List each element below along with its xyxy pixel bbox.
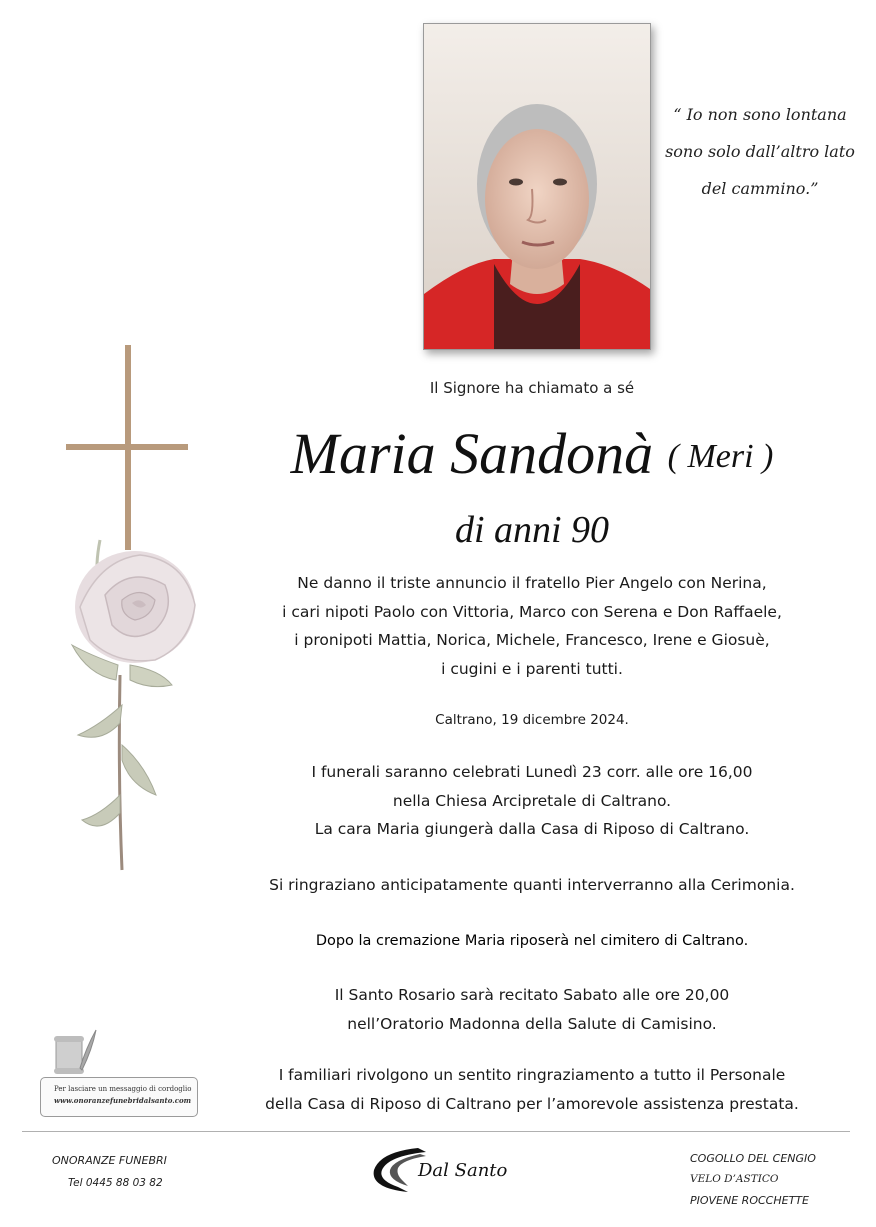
deceased-age: di anni 90: [454, 509, 610, 551]
cross-rose-icon: [60, 345, 210, 875]
deceased-nickname: ( Meri ): [667, 438, 774, 475]
place-date: Caltrano, 19 dicembre 2024.: [435, 712, 629, 728]
rosary-line: Il Santo Rosario sarà recitato Sabato alle ore 20,00: [334, 986, 730, 1004]
rosary-line: nell’Oratorio Madonna della Salute di Camisino.: [347, 1014, 717, 1033]
rosary-paragraph: [232, 981, 832, 1038]
company-phone: Tel 0445 88 03 82: [68, 1177, 163, 1189]
announcement-paragraph: [232, 569, 832, 683]
condolence-message-box[interactable]: [40, 1077, 198, 1117]
location-item: COGOLLO DEL CENGIO: [690, 1152, 816, 1165]
announcement-line: i cugini e i parenti tutti.: [441, 659, 623, 678]
funeral-line: I funerali saranno celebrati Lunedì 23 corr. alle ore 16,00: [311, 763, 753, 781]
quote-line: del cammino.”: [701, 179, 819, 198]
condolence-label: Per lasciare un messaggio di cordoglio: [54, 1085, 192, 1093]
cremation-note: Dopo la cremazione Maria riposerà nel cimitero di Caltrano.: [315, 933, 749, 949]
funeral-line: La cara Maria giungerà dalla Casa di Riposo di Caltrano.: [314, 820, 750, 838]
scroll-quill-icon: [52, 1028, 98, 1078]
staff-thanks-line: della Casa di Riposo di Caltrano per l’amorevole assistenza prestata.: [265, 1094, 799, 1113]
logo-text: Dal Santo: [418, 1160, 508, 1181]
location-item: VELO D’ASTICO: [690, 1173, 779, 1185]
ceremony-thanks: Si ringraziano anticipatamente quanti interverranno alla Cerimonia.: [269, 876, 795, 894]
funeral-line: nella Chiesa Arcipretale di Caltrano.: [392, 791, 672, 810]
condolence-url[interactable]: www.onoranzefunebridalsanto.com: [54, 1096, 192, 1105]
quote-line: “ Io non sono lontana: [673, 105, 847, 124]
announcement-line: Ne danno il triste annuncio il fratello Pier Angelo con Nerina,: [297, 574, 767, 592]
epigraph-quote: [660, 96, 860, 207]
deceased-name: [232, 418, 832, 493]
deceased-full-name: Maria Sandonà: [290, 421, 654, 486]
intro-line: Il Signore ha chiamato a sé: [429, 379, 635, 397]
footer-divider: [22, 1131, 850, 1132]
staff-thanks-line: I familiari rivolgono un sentito ringraziamento a tutto il Personale: [278, 1066, 786, 1084]
dal-santo-logo: [368, 1140, 513, 1200]
staff-thanks-paragraph: [232, 1061, 832, 1118]
location-item: PIOVENE ROCCHETTE: [690, 1194, 809, 1207]
quote-line: sono solo dall’altro lato: [665, 142, 855, 161]
funeral-paragraph: [232, 758, 832, 844]
announcement-line: i pronipoti Mattia, Norica, Michele, Francesco, Irene e Giosuè,: [294, 631, 770, 649]
announcement-line: i cari nipoti Paolo con Vittoria, Marco con Serena e Don Raffaele,: [282, 602, 782, 621]
company-label: ONORANZE FUNEBRI: [52, 1154, 167, 1167]
portrait-photo: [423, 23, 651, 350]
footer-company: [52, 1150, 167, 1194]
footer-locations: [690, 1148, 816, 1211]
